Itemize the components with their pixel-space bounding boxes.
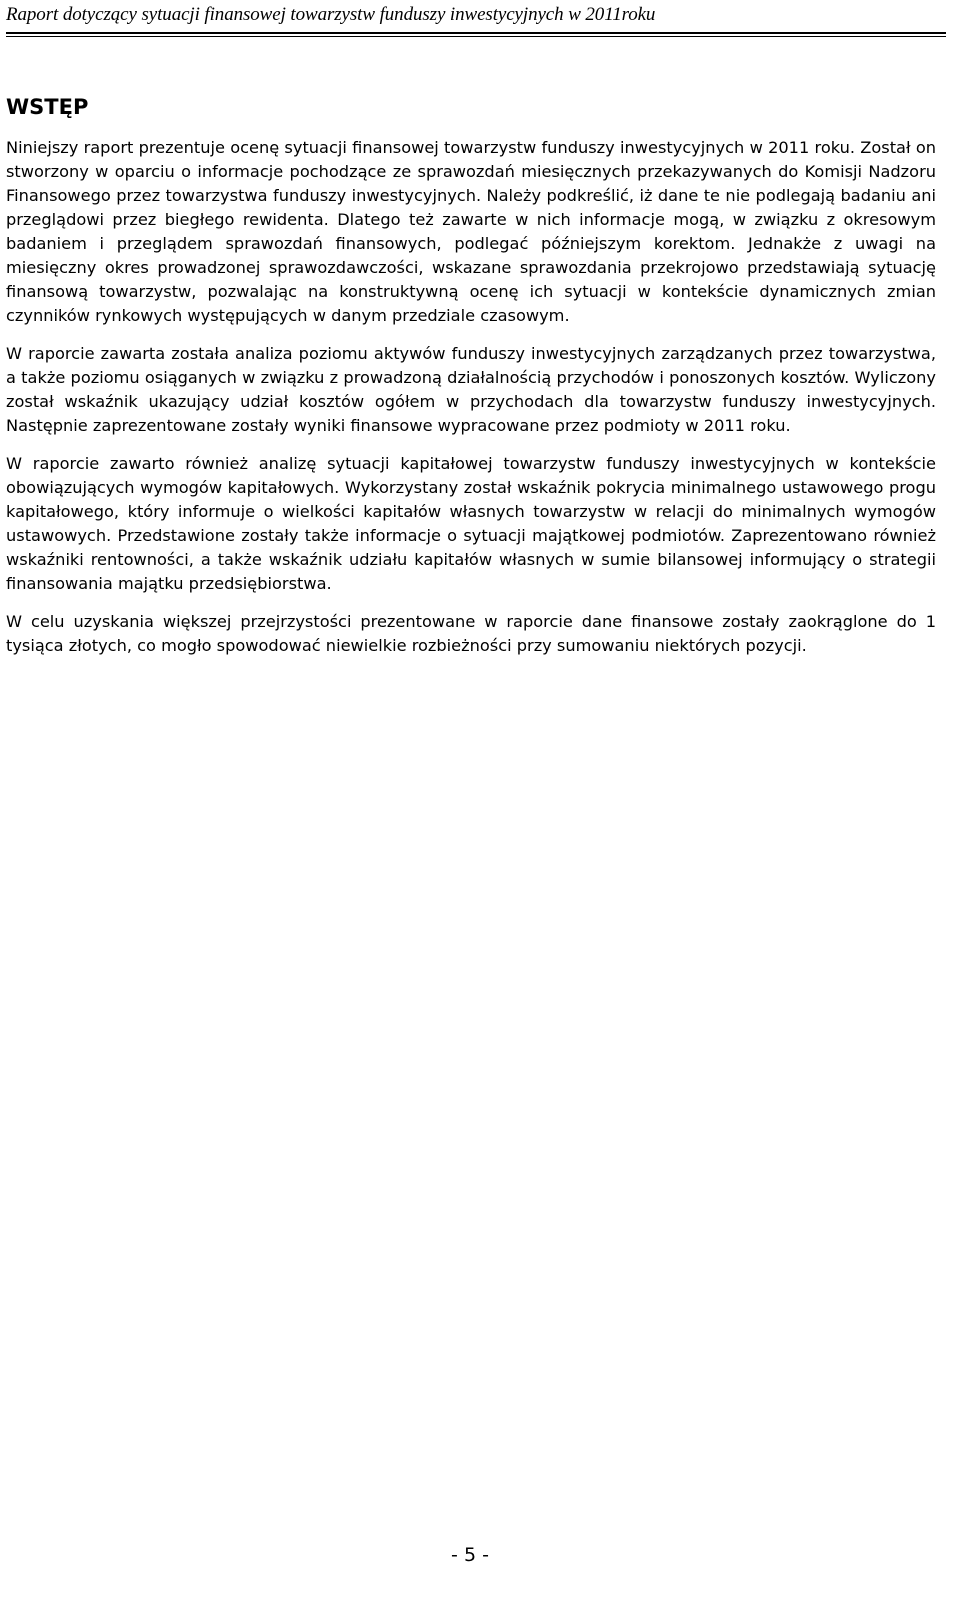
running-header [6, 2, 946, 36]
paragraph-4: W celu uzyskania większej przejrzystości prezentowane w raporcie dane finansowe zostały zaokrąglone do 1 tysiąca złotych, co mogło spowodować niewielkie rozbieżności przy sumowaniu niektórych pozycji. [6, 612, 936, 655]
header-rule-thick [6, 32, 946, 34]
page-number: - 5 - [451, 1544, 489, 1566]
section-heading: WSTĘP [6, 95, 89, 119]
header-title: Raport dotyczący sytuacji finansowej towarzystw funduszy inwestycyjnych w 2011roku [6, 4, 656, 25]
paragraph-1: Niniejszy raport prezentuje ocenę sytuacji finansowej towarzystw funduszy inwestycyjnych w 2011 roku. Został on stworzony w oparciu o informacje pochodzące ze sprawozdań miesięcznych przekazywanych do Komisji Nadzoru Finansowego przez towarzystwa funduszy inwestycyjnych. Należy podkreślić, iż dane te nie podlegają badaniu ani przeglądowi przez biegłego rewidenta. Dlatego też zawarte w nich informacje mogą, w związku z okresowym badaniem i przeglądem sprawozdań finansowych, podlegać późniejszym korektom. Jednakże z uwagi na miesięczny okres prowadzonej sprawozdawczości, wskazane sprawozdania przekrojowo przedstawiają sytuację finansową towarzystw, pozwalając na konstruktywną ocenę ich sytuacji w kontekście dynamicznych zmian czynników rynkowych występujących w danym przedziale czasowym. [6, 138, 936, 325]
paragraph-2: W raporcie zawarta została analiza poziomu aktywów funduszy inwestycyjnych zarządzanych przez towarzystwa, a także poziomu osiąganych w związku z prowadzoną działalnością przychodów i ponoszonych kosztów. Wyliczony został wskaźnik ukazujący udział kosztów ogółem w przychodach dla towarzystw funduszy inwestycyjnych. Następnie zaprezentowane zostały wyniki finansowe wypracowane przez podmioty w 2011 roku. [6, 344, 936, 435]
document-body [6, 92, 936, 672]
paragraph-3: W raporcie zawarto również analizę sytuacji kapitałowej towarzystw funduszy inwestycyjnych w kontekście obowiązujących wymogów kapitałowych. Wykorzystany został wskaźnik pokrycia minimalnego ustawowego progu kapitałowego, który informuje o wielkości kapitałów własnych towarzystw w relacji do minimalnych wymogów ustawowych. Przedstawione zostały także informacje o sytuacji majątkowej podmiotów. Zaprezentowano również wskaźniki rentowności, a także wskaźnik udziału kapitałów własnych w sumie bilansowej informujący o strategii finansowania majątku przedsiębiorstwa. [6, 454, 936, 593]
header-rule-thin [6, 36, 946, 37]
